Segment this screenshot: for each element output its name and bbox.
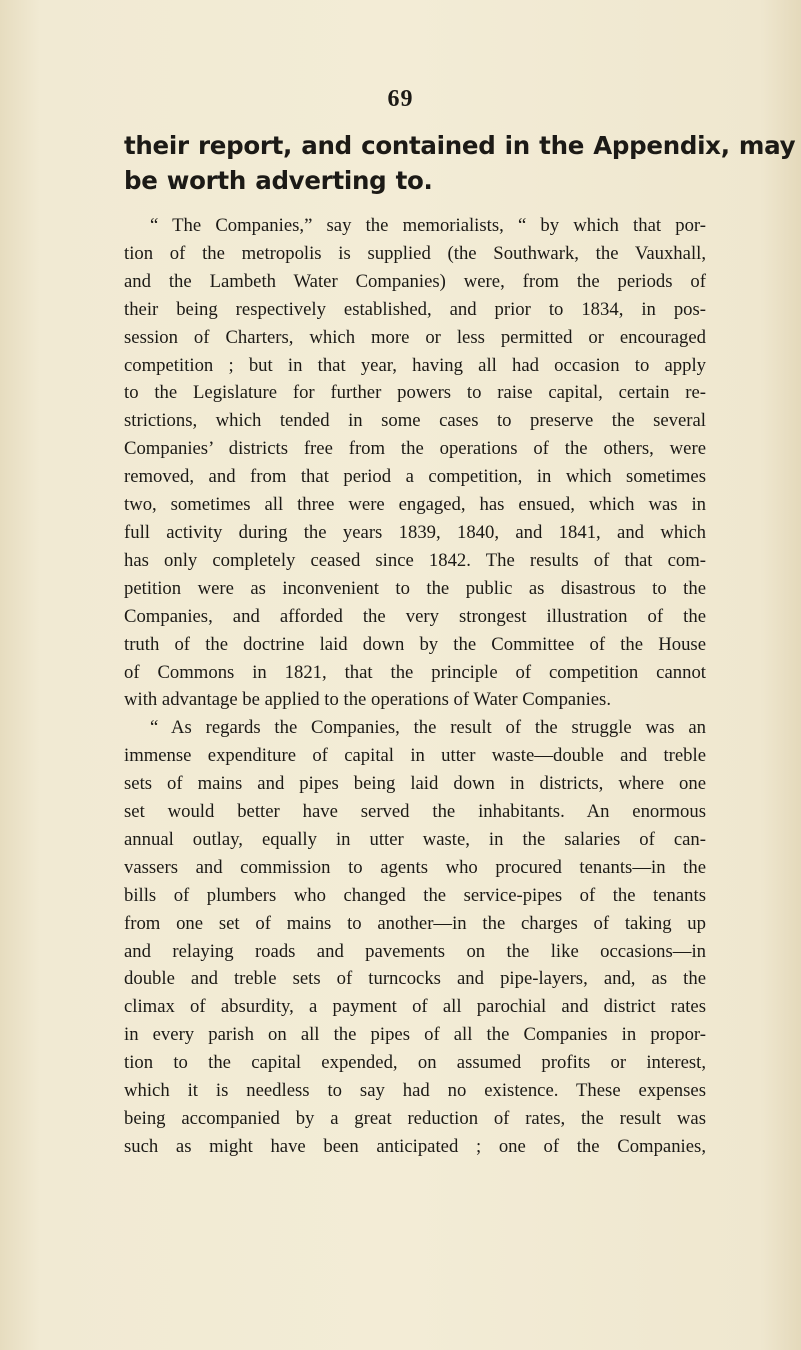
text-line: immense expenditure of capital in utter waste—double and treble [124, 745, 706, 767]
text-line: Companies, and afforded the very strongest illustration of the [124, 605, 706, 627]
text-line: with advantage be applied to the operations of Water Companies. [124, 689, 611, 711]
text-line: and relaying roads and pavements on the like occasions—in [124, 940, 706, 962]
text-line: removed, and from that period a competition, in which sometimes [124, 466, 706, 488]
text-line: session of Charters, which more or less permitted or encouraged [124, 326, 706, 348]
text-line: two, sometimes all three were engaged, has ensued, which was in [124, 494, 706, 516]
page-body [124, 128, 796, 1161]
text-line: being accompanied by a great reduction of rates, the result was [124, 1108, 706, 1129]
text-line: full activity during the years 1839, 1840, and 1841, and which [124, 521, 706, 543]
page-number: 69 [387, 86, 414, 112]
text-line: and the Lambeth Water Companies) were, from the periods of [124, 270, 706, 292]
text-line: has only completely ceased since 1842. The results of that com- [124, 549, 706, 571]
text-line: in every parish on all the pipes of all the Companies in propor- [124, 1024, 706, 1046]
quoted-paragraph-2 [124, 714, 706, 1161]
text-line: set would better have served the inhabitants. An enormous [124, 801, 706, 823]
quoted-paragraph-1 [124, 212, 706, 714]
text-line: climax of absurdity, a payment of all parochial and district rates [124, 996, 706, 1018]
text-line: “ The Companies,” say the memorialists, “ by which that por- [150, 215, 706, 236]
lead-text [124, 128, 796, 198]
text-line: annual outlay, equally in utter waste, in the salaries of can- [124, 828, 706, 850]
text-line: to the Legislature for further powers to raise capital, certain re- [124, 382, 706, 404]
text-line: strictions, which tended in some cases to preserve the several [124, 410, 706, 432]
text-line: tion of the metropolis is supplied (the Southwark, the Vauxhall, [124, 242, 706, 264]
text-line: of Commons in 1821, that the principle of competition cannot [124, 661, 706, 683]
text-line: “ As regards the Companies, the result of the struggle was an [150, 717, 706, 739]
text-line: such as might have been anticipated ; one of the Companies, [124, 1135, 706, 1157]
text-line: from one set of mains to another—in the charges of taking up [124, 912, 706, 934]
text-line: vassers and commission to agents who procured tenants—in the [124, 856, 706, 878]
text-line: competition ; but in that year, having all had occasion to apply [124, 354, 706, 376]
lead-line: their report, and contained in the Appendix, may [124, 131, 796, 160]
text-line: Companies’ districts free from the operations of the others, were [124, 438, 706, 460]
text-line: truth of the doctrine laid down by the Committee of the House [124, 633, 706, 655]
text-line: tion to the capital expended, on assumed profits or interest, [124, 1052, 706, 1074]
text-line: sets of mains and pipes being laid down in districts, where one [124, 773, 706, 795]
lead-line: be worth adverting to. [124, 166, 433, 195]
text-line: their being respectively established, and prior to 1834, in pos- [124, 298, 706, 320]
text-line: petition were as inconvenient to the public as disastrous to the [124, 577, 706, 599]
text-line: bills of plumbers who changed the service-pipes of the tenants [124, 884, 706, 906]
text-line: which it is needless to say had no existence. These expenses [124, 1080, 706, 1102]
text-line: double and treble sets of turncocks and pipe-layers, and, as the [124, 968, 706, 990]
